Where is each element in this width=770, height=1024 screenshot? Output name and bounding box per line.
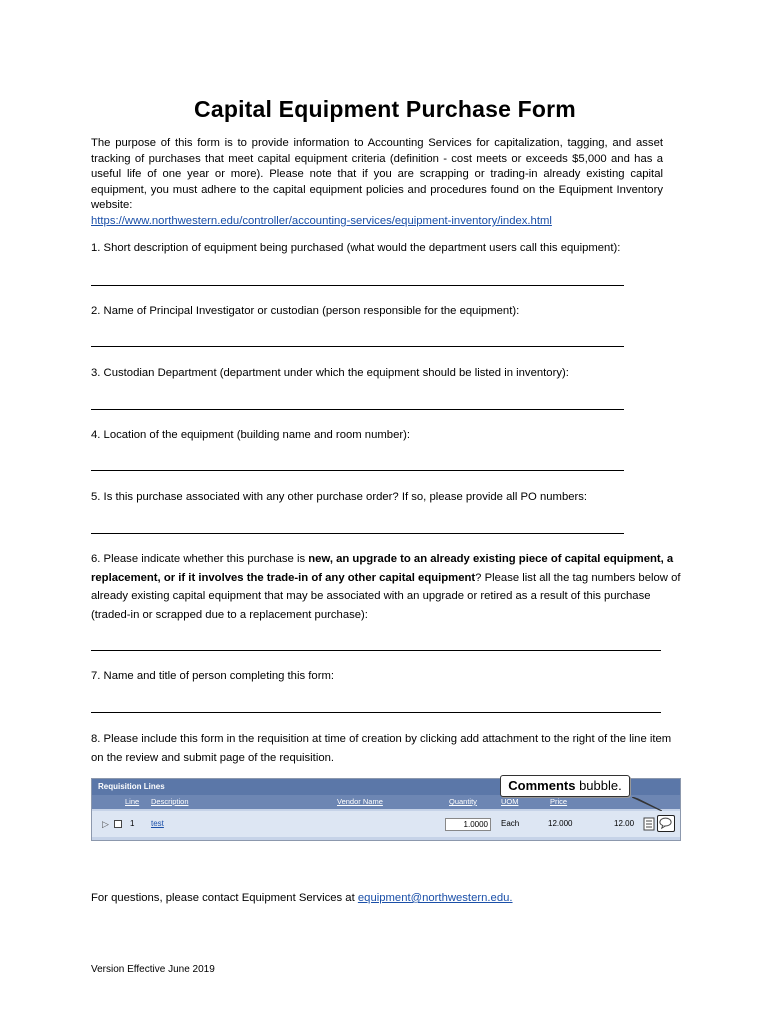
answer-line-4[interactable] [91,470,624,471]
form-title: Capital Equipment Purchase Form [194,96,576,122]
comments-bubble-callout [500,775,630,797]
col-vendor-name[interactable]: Vendor Name [337,797,383,806]
col-line[interactable]: Line [125,797,140,806]
comment-bubble-icon[interactable] [657,815,675,832]
question-4: 4. Location of the equipment (building name and room number): [91,429,411,441]
expand-triangle-icon[interactable]: ▷ [102,819,109,829]
requisition-lines-screenshot [91,778,681,841]
question-7: 7. Name and title of person completing this form: [91,670,334,682]
question-1: 1. Short description of equipment being purchased (what would the department users call this equipment): [91,242,621,254]
callout-pointer-icon [632,797,662,811]
requisition-line-row [92,811,680,837]
question-6-emphasis: new, an upgrade to an already existing piece of capital equipment, a replacement, or if it involves the trade-in of any other capital equipment [91,553,674,584]
document-icon[interactable] [643,817,655,831]
question-6-suffix: ? Please list all the tag numbers below of already existing capital equipment that may be associated with an upgrade or retired as a result of this purchase (traded-in or scrapped due to a replacement purchase): [91,571,681,621]
answer-line-6[interactable] [91,650,661,651]
bubble-bold-text: Comments [508,778,576,793]
question-6 [91,550,681,624]
question-2: 2. Name of Principal Investigator or custodian (person responsible for the equipment): [91,305,520,317]
question-6-prefix: 6. Please indicate whether this purchase is [91,553,309,565]
col-quantity[interactable]: Quantity [449,797,477,806]
answer-line-1[interactable] [91,285,624,286]
intro-paragraph [91,136,663,230]
intro-text: The purpose of this form is to provide information to Accounting Services for capitalization, tagging, and asset tracking of purchases that meet capital equipment criteria (definition - cost meets or exceeds $5,000 and has a useful life of one year or more). Please note that if you are scrapping or trading-in already existing capital equipment, you must adhere to the capital equipment policies and procedures found on the Equipment Inventory website: [91,137,663,212]
requisition-column-headers [92,795,680,809]
col-price[interactable]: Price [550,797,568,806]
contact-email-link[interactable]: equipment@northwestern.edu. [357,892,513,904]
row-description-link[interactable]: test [151,819,164,828]
row-quantity-input[interactable]: 1.0000 [445,818,491,831]
contact-line [91,889,513,907]
version-footer: Version Effective June 2019 [91,964,215,975]
line-checkbox[interactable] [114,820,122,828]
row-amount: 12.00 [614,819,635,828]
contact-text: For questions, please contact Equipment Services at [91,892,358,904]
equipment-inventory-link[interactable]: https://www.northwestern.edu/controller/accounting-services/equipment-inventory/index.html [91,214,552,227]
question-3: 3. Custodian Department (department under which the equipment should be listed in inventory): [91,367,569,379]
question-8: 8. Please include this form in the requisition at time of creation by clicking add attachment to the right of the line item on the review and submit page of the requisition. [91,733,672,764]
answer-line-2[interactable] [91,346,624,347]
bubble-rest-text: bubble. [575,778,622,793]
requisition-lines-header: Requisition Lines [92,779,680,795]
col-uom[interactable]: UOM [501,797,519,806]
col-description[interactable]: Description [151,797,189,806]
question-5: 5. Is this purchase associated with any other purchase order? If so, please provide all PO numbers: [91,491,588,503]
row-line-number: 1 [130,819,135,828]
row-uom: Each [501,819,520,828]
answer-line-7[interactable] [91,712,661,713]
answer-line-3[interactable] [91,409,624,410]
row-price: 12.000 [548,819,573,828]
answer-line-5[interactable] [91,533,624,534]
